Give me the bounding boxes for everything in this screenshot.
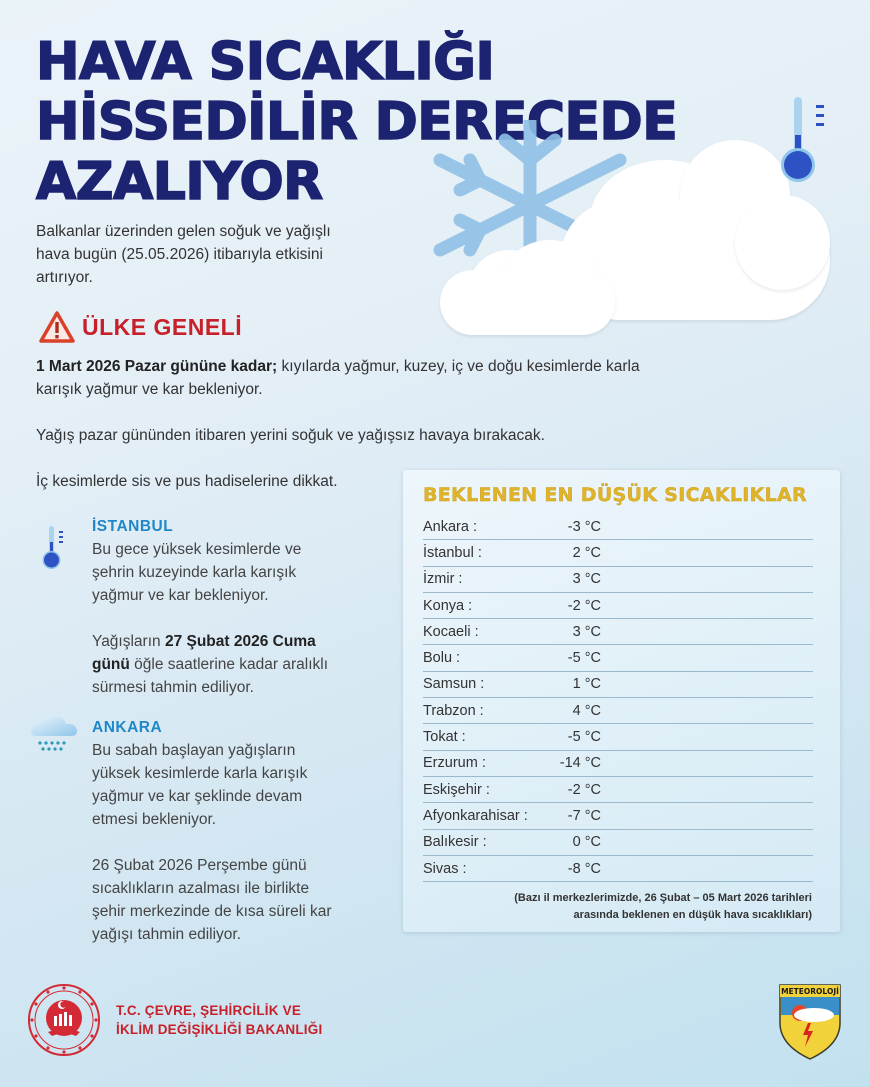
temperature-value: -2 °C (567, 781, 601, 798)
istanbul-text: Bu gece yüksek kesimlerde ve (92, 541, 302, 558)
temperature-city: Konya : (423, 597, 473, 614)
ankara-text: etmesi bekleniyor. (92, 811, 217, 828)
general-paragraph-1 (36, 355, 776, 401)
temperature-value: 2 °C (572, 544, 601, 561)
temperature-row (423, 777, 813, 803)
temperature-row (423, 619, 813, 645)
ministry-logo (26, 982, 322, 1058)
temperature-row (423, 514, 813, 540)
istanbul-date-bold: 27 Şubat 2026 Cuma (164, 633, 316, 650)
intro-line: artırıyor. (36, 269, 93, 286)
temperature-row (423, 856, 813, 882)
temperature-city: Trabzon : (423, 702, 484, 719)
general-heading (38, 310, 242, 344)
meteorology-shield-icon (778, 983, 842, 1061)
temperature-city: Balıkesir : (423, 834, 487, 851)
temperature-value: -8 °C (567, 860, 601, 877)
ankara-text: sıcaklıkların azalması ile birlikte (92, 880, 310, 897)
ankara-paragraph-2 (92, 854, 392, 946)
temperature-city: Eskişehir : (423, 781, 490, 798)
general-paragraph-3: İç kesimlerde sis ve pus hadiselerine dikkat. (36, 473, 338, 490)
temperature-city: İstanbul : (423, 544, 482, 561)
ministry-emblem-icon (26, 982, 102, 1058)
intro-line: hava bugün (25.05.2026) itibarıyla etkisini (36, 246, 323, 263)
ankara-text: yüksek kesimlerde karla karışık (92, 765, 308, 782)
note-line: (Bazı il merkezlerimizde, 26 Şubat – 05 Mart 2026 tarihleri (514, 892, 812, 904)
intro-line: Balkanlar üzerinden gelen soğuk ve yağışlı (36, 223, 331, 240)
temperature-row (423, 830, 813, 856)
temperature-city: Ankara : (423, 518, 477, 535)
temperature-row (423, 672, 813, 698)
temperature-value: -7 °C (567, 807, 601, 824)
temperature-city: Samsun : (423, 676, 485, 693)
temperature-city: Bolu : (423, 650, 461, 667)
ministry-name-line: İKLİM DEĞİŞİKLİĞİ BAKANLIĞI (116, 1022, 323, 1037)
min-temperature-panel (403, 470, 840, 932)
ankara-text: şehir merkezinde de kısa süreli kar (92, 903, 332, 920)
istanbul-text: sürmesi tahmin ediliyor. (92, 679, 254, 696)
city-name-istanbul: İSTANBUL (92, 518, 174, 535)
istanbul-text: Yağışların (92, 633, 165, 650)
ankara-text: yağmur ve kar şeklinde devam (92, 788, 303, 805)
temperature-city: Tokat : (423, 729, 466, 746)
city-name-ankara: ANKARA (92, 719, 163, 736)
general-text: karışık yağmur ve kar bekleniyor. (36, 381, 263, 398)
temperature-row (423, 593, 813, 619)
temperature-city: Erzurum : (423, 755, 486, 772)
istanbul-paragraph-2 (92, 630, 392, 699)
istanbul-paragraph-1 (92, 538, 392, 607)
general-heading-label: ÜLKE GENELİ (82, 313, 243, 340)
temperature-city: Sivas : (423, 860, 467, 877)
min-temperature-table (423, 514, 813, 882)
min-temperature-note (412, 890, 812, 924)
temperature-value: -5 °C (567, 729, 601, 746)
thermometer-icon (40, 524, 70, 572)
ankara-text: 26 Şubat 2026 Perşembe günü (92, 857, 307, 874)
title-line-3: AZALIYOR (36, 152, 323, 212)
istanbul-text: yağmur ve kar bekleniyor. (92, 587, 269, 604)
temperature-row (423, 751, 813, 777)
temperature-value: -5 °C (567, 650, 601, 667)
istanbul-text: şehrin kuzeyinde karla karışık (92, 564, 297, 581)
note-line: arasında beklenen en düşük hava sıcaklıkları) (573, 909, 812, 921)
ankara-paragraph-1 (92, 739, 392, 831)
general-text: kıyılarda yağmur, kuzey, iç ve doğu kesimlerde karla (277, 358, 640, 375)
temperature-row (423, 724, 813, 750)
intro-text (36, 220, 396, 289)
temperature-row (423, 645, 813, 671)
thermometer-icon (780, 95, 830, 190)
temperature-value: 0 °C (572, 834, 601, 851)
ministry-name (116, 1001, 322, 1039)
temperature-row (423, 698, 813, 724)
temperature-city: Afyonkarahisar : (423, 807, 528, 824)
temperature-value: 3 °C (572, 571, 601, 588)
ankara-text: Bu sabah başlayan yağışların (92, 742, 296, 759)
temperature-city: Kocaeli : (423, 623, 479, 640)
min-temperature-title: BEKLENEN EN DÜŞÜK SICAKLIKLAR (423, 484, 807, 506)
general-paragraph-2: Yağış pazar gününden itibaren yerini soğuk ve yağışsız havaya bırakacak. (36, 427, 545, 444)
temperature-row (423, 540, 813, 566)
temperature-value: -14 °C (559, 755, 601, 772)
ankara-text: yağışı tahmin ediliyor. (92, 926, 242, 943)
temperature-value: -3 °C (567, 518, 601, 535)
ministry-name-line: T.C. ÇEVRE, ŞEHİRCİLİK VE (116, 1003, 302, 1018)
temperature-value: -2 °C (567, 597, 601, 614)
temperature-city: İzmir : (423, 571, 463, 588)
snow-cloud-icon (28, 712, 82, 758)
temperature-value: 3 °C (572, 623, 601, 640)
city-istanbul (92, 515, 392, 722)
city-ankara (92, 716, 392, 969)
title-line-1: HAVA SICAKLIĞI (36, 32, 495, 92)
general-date-bold: 1 Mart 2026 Pazar gününe kadar; (36, 358, 278, 375)
temperature-row (423, 803, 813, 829)
title-line-2: HİSSEDİLİR DERECEDE (36, 92, 678, 152)
warning-triangle-icon (38, 310, 76, 344)
istanbul-day-bold: günü (92, 656, 130, 673)
temperature-value: 4 °C (572, 702, 601, 719)
istanbul-text: öğle saatlerine kadar aralıklı (129, 656, 329, 673)
meteo-label: METEOROLOJİ (781, 987, 839, 996)
temperature-row (423, 567, 813, 593)
temperature-value: 1 °C (572, 676, 601, 693)
